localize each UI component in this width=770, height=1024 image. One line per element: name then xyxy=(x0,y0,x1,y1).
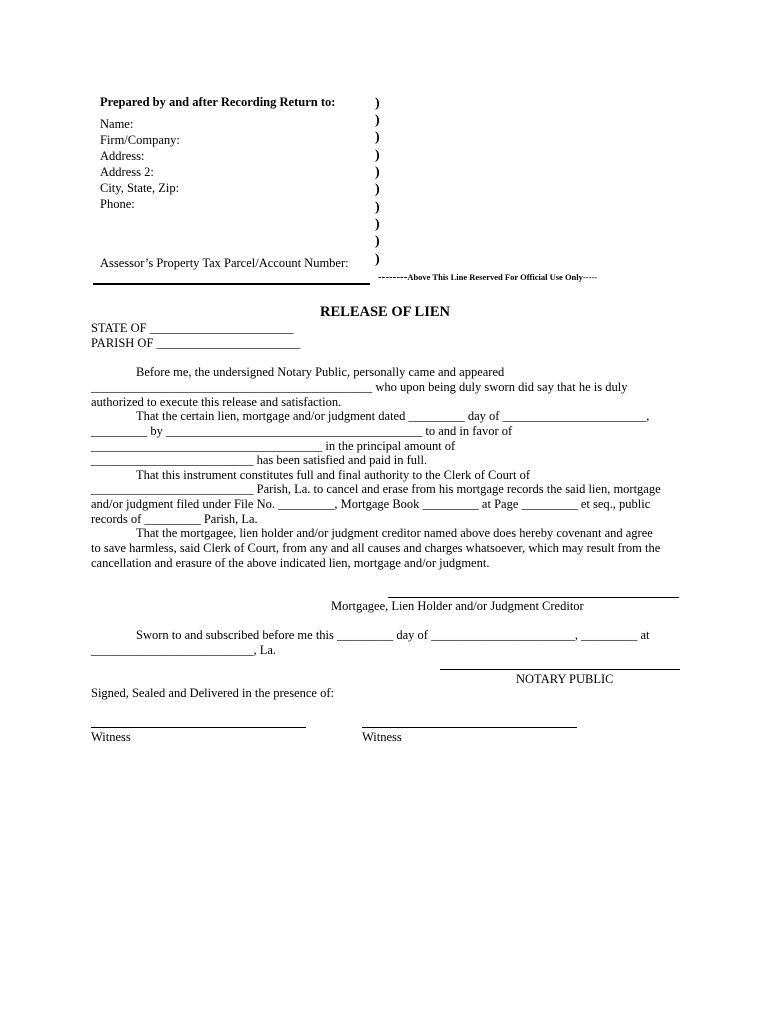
creditor-signature-label: Mortgagee, Lien Holder and/or Judgment Creditor xyxy=(331,599,584,613)
field-phone: Phone: xyxy=(100,197,135,211)
witness-intro: Signed, Sealed and Delivered in the presence of: xyxy=(91,686,334,700)
official-use-rule xyxy=(93,283,370,285)
paren-3: ) xyxy=(375,130,380,145)
official-use-tail: ----- xyxy=(582,272,598,282)
body-line-7: __________________________ has been satisfied and paid in full. xyxy=(91,453,428,467)
sworn-line-2: __________________________, La. xyxy=(91,643,277,657)
body-line-8: That this instrument constitutes full and final authority to the Clerk of Court of xyxy=(136,468,531,482)
document-title: RELEASE OF LIEN xyxy=(320,304,450,320)
field-address: Address: xyxy=(100,149,145,163)
prepared-by-heading: Prepared by and after Recording Return to: xyxy=(100,95,336,109)
body-line-10: and/or judgment filed under File No. _________, Mortgage Book _________ at Page _________ et seq., public xyxy=(91,497,651,511)
paren-9: ) xyxy=(375,234,380,249)
body-line-4: That the certain lien, mortgage and/or judgment dated _________ day of _______________________, xyxy=(136,409,650,423)
body-line-5: _________ by _________________________________________ to and in favor of xyxy=(91,424,513,438)
paren-5: ) xyxy=(375,165,380,180)
assessor-parcel-label: Assessor’s Property Tax Parcel/Account Number: xyxy=(100,256,349,270)
body-line-14: cancellation and erasure of the above indicated lien, mortgage and/or judgment. xyxy=(91,556,490,570)
body-line-12: That the mortgagee, lien holder and/or judgment creditor named above does hereby covenant and agree xyxy=(136,526,653,540)
parish-of-line: PARISH OF _______________________ xyxy=(91,336,301,350)
paren-7: ) xyxy=(375,200,380,215)
notary-public-label: NOTARY PUBLIC xyxy=(516,672,614,686)
paren-8: ) xyxy=(375,217,380,232)
paren-4: ) xyxy=(375,148,380,163)
body-line-1: Before me, the undersigned Notary Public, personally came and appeared xyxy=(136,365,505,379)
body-line-11: records of _________ Parish, La. xyxy=(91,512,258,526)
field-address-2: Address 2: xyxy=(100,165,154,179)
witness-1-signature-line xyxy=(91,727,306,728)
notary-signature-line xyxy=(440,669,680,670)
body-line-2: _____________________________________________ who upon being duly sworn did say that he is duly xyxy=(91,380,628,394)
sworn-line-1: Sworn to and subscribed before me this _________ day of _______________________, _________ at xyxy=(136,628,650,642)
paren-10: ) xyxy=(375,252,380,267)
creditor-signature-line xyxy=(388,597,679,598)
state-of-line: STATE OF _______________________ xyxy=(91,321,294,335)
field-firm: Firm/Company: xyxy=(100,133,180,147)
official-use-text: Above This Line Reserved For Official Use Only xyxy=(407,272,583,282)
paren-2: ) xyxy=(375,113,380,128)
official-use-notice xyxy=(378,271,597,284)
witness-2-signature-line xyxy=(362,727,577,728)
paren-6: ) xyxy=(375,182,380,197)
body-line-6: _____________________________________ in the principal amount of xyxy=(91,439,456,453)
field-name: Name: xyxy=(100,117,134,131)
field-city-state-zip: City, State, Zip: xyxy=(100,181,180,195)
body-line-9: __________________________ Parish, La. to cancel and erase from his mortgage records the said lien, mortgage xyxy=(91,482,661,496)
body-line-13: to save harmless, said Clerk of Court, from any and all causes and charges whatsoever, which may result from the xyxy=(91,541,661,555)
body-line-3: authorized to execute this release and satisfaction. xyxy=(91,395,342,409)
witness-2-label: Witness xyxy=(362,730,402,744)
paren-1: ) xyxy=(375,96,380,111)
witness-1-label: Witness xyxy=(91,730,131,744)
official-use-dashes: -------- xyxy=(378,271,408,283)
